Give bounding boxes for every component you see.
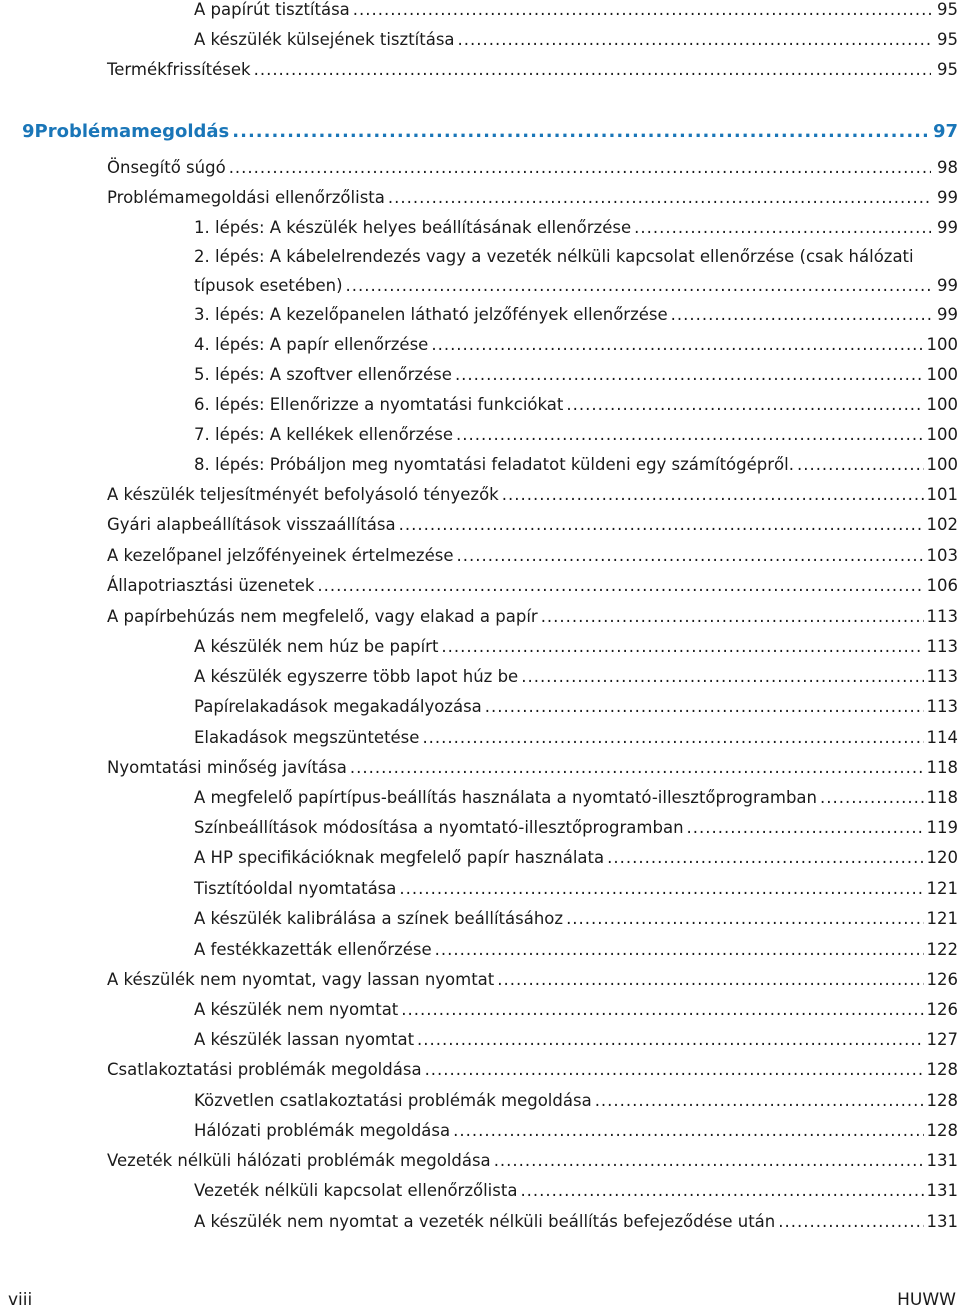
toc-entry[interactable] [194,365,958,385]
toc-entry-title: 4. lépés: A papír ellenőrzése [194,335,429,354]
toc-page-number: 121 [926,909,958,928]
toc-entry-title: 2. lépés: A kábelelrendezés vagy a vezeték nélküli kapcsolat ellenőrzése (csak hálózati [194,247,914,266]
toc-entry[interactable] [107,1060,958,1080]
toc-entry-title: Termékfrissítések [107,60,251,79]
toc-page-number: 128 [926,1091,958,1110]
toc-page-number: 101 [926,485,958,504]
toc-entry[interactable] [194,1212,958,1232]
toc-entry[interactable] [194,1000,958,1020]
toc-entry-title: A megfelelő papírtípus-beállítás használata a nyomtató-illesztőprogramban [194,788,817,807]
dot-leader [401,1000,923,1020]
toc-page-number: 120 [926,848,958,867]
toc-page-number: 118 [926,758,958,777]
toc-entry[interactable] [107,576,958,596]
toc-entry-title: 5. lépés: A szoftver ellenőrzése [194,365,452,384]
toc-page-number: 100 [926,455,958,474]
dot-leader [778,1212,923,1232]
chapter-title: Problémamegoldás [34,121,230,142]
toc-entry-title-cont: típusok esetében) [194,276,343,295]
toc-page-number: 100 [926,335,958,354]
toc-page-number: 126 [926,970,958,989]
toc-entry-title: A készülék egyszerre több lapot húz be [194,667,519,686]
toc-page-number: 113 [926,667,958,686]
toc-page-number: 103 [926,546,958,565]
toc-page-number: 126 [926,1000,958,1019]
toc-entry-title: 7. lépés: A kellékek ellenőrzése [194,425,454,444]
toc-entry[interactable] [194,879,958,899]
toc-page-number: 131 [926,1212,958,1231]
toc-entry-title: Csatlakoztatási problémák megoldása [107,1060,422,1079]
toc-entry-title: A készülék nem húz be papírt [194,637,439,656]
toc-page-number: 119 [926,818,958,837]
toc-entry[interactable] [107,60,958,80]
dot-leader [607,848,923,868]
toc-entry-title: Problémamegoldási ellenőrzőlista [107,188,385,207]
toc-entry-title: Hálózati problémák megoldása [194,1121,451,1140]
dot-leader [441,637,923,657]
toc-entry[interactable] [194,728,958,748]
toc-entry[interactable] [194,940,958,960]
toc-page-number: 131 [926,1151,958,1170]
toc-page-number: 95 [937,30,958,49]
toc-entry[interactable] [194,697,958,717]
dot-leader [687,818,924,838]
dot-leader [455,365,924,385]
toc-entry[interactable] [194,1121,958,1141]
toc-entry-title: Tisztítóoldal nyomtatása [194,879,397,898]
toc-entry-title: A készülék teljesítményét befolyásoló tényezők [107,485,499,504]
toc-page-number: 95 [937,0,958,19]
toc-entry[interactable] [194,0,958,20]
dot-leader [346,276,934,296]
toc-entry-title: 3. lépés: A kezelőpanelen látható jelzőfények ellenőrzése [194,305,668,324]
toc-entry-title: A készülék kalibrálása a színek beállításához [194,909,564,928]
toc-page-number: 100 [926,365,958,384]
toc-entry[interactable] [194,788,958,808]
toc-entry[interactable] [107,188,958,208]
dot-leader [456,425,923,445]
dot-leader [399,515,924,535]
toc-entry-title: Önsegítő súgó [107,158,226,177]
dot-leader [388,188,931,208]
toc-entry-title: 6. lépés: Ellenőrizze a nyomtatási funkciókat [194,395,564,414]
dot-leader [595,1091,924,1111]
toc-entry[interactable] [107,485,958,505]
page-number: viii [8,1290,33,1310]
toc-page-number: 99 [937,218,958,237]
toc-entry-title: Vezeték nélküli hálózati problémák megoldása [107,1151,491,1170]
toc-page-number: 113 [926,697,958,716]
toc-entry[interactable] [194,667,958,687]
dot-leader [634,218,931,238]
toc-entry-title: A készülék nem nyomtat a vezeték nélküli beállítás befejeződése után [194,1212,776,1231]
toc-page-number: 100 [926,425,958,444]
toc-entry-title: A készülék külsejének tisztítása [194,30,455,49]
dot-leader [566,909,923,929]
toc-entry[interactable] [194,1091,958,1111]
toc-entry[interactable] [194,1181,958,1201]
toc-entry[interactable] [194,455,958,475]
toc-entry-title: A papírbehúzás nem megfelelő, vagy elakad a papír [107,607,538,626]
toc-entry[interactable] [194,247,958,296]
toc-page-number: 127 [926,1030,958,1049]
toc-entry-title: A készülék nem nyomtat [194,1000,399,1019]
dot-leader [521,667,923,687]
dot-leader [399,879,923,899]
toc-page-number: 128 [926,1060,958,1079]
dot-leader [520,1181,923,1201]
dot-leader [229,158,931,178]
toc-page-number: 106 [926,576,958,595]
toc-entry[interactable] [194,335,958,355]
toc-entry-title: A kezelőpanel jelzőfényeinek értelmezése [107,546,454,565]
toc-entry[interactable] [194,909,958,929]
toc-entry[interactable] [107,970,958,990]
toc-entry-title: Közvetlen csatlakoztatási problémák megoldása [194,1091,592,1110]
dot-leader [457,546,924,566]
toc-page-number: 113 [926,637,958,656]
toc-page-number: 100 [926,395,958,414]
dot-leader [453,1121,923,1141]
toc-entry-title: Állapotriasztási üzenetek [107,576,315,595]
dot-leader [353,0,931,20]
toc-entry[interactable] [194,1030,958,1050]
toc-page-number: 113 [926,607,958,626]
toc-entry[interactable] [107,546,958,566]
dot-leader [497,970,923,990]
document-code: HUWW [897,1290,956,1310]
dot-leader [458,30,931,50]
toc-entry-title: Papírelakadások megakadályozása [194,697,482,716]
chapter-number: 9 [22,121,35,142]
toc-chapter[interactable] [22,122,958,142]
dot-leader [502,485,924,505]
toc-page-number: 114 [926,728,958,747]
toc-entry[interactable] [194,848,958,868]
toc-entry-title: 1. lépés: A készülék helyes beállításának ellenőrzése [194,218,632,237]
dot-leader [232,122,930,142]
toc-entry-title: 8. lépés: Próbáljon meg nyomtatási feladatot küldeni egy számítógépről. [194,455,794,474]
toc-entry-title: A készülék nem nyomtat, vagy lassan nyomtat [107,970,495,989]
toc-page-number: 95 [937,60,958,79]
dot-leader [541,607,924,627]
dot-leader [422,728,923,748]
toc-entry[interactable] [194,818,958,838]
toc-page-number: 98 [937,158,958,177]
dot-leader [485,697,924,717]
toc-entry[interactable] [107,515,958,535]
toc-page-number: 99 [937,188,958,207]
dot-leader [494,1151,924,1171]
toc-entry-title: A papírút tisztítása [194,0,350,19]
toc-entry[interactable] [194,305,958,325]
toc-entry[interactable] [194,218,958,238]
dot-leader [671,305,931,325]
toc-entry[interactable] [194,425,958,445]
dot-leader [435,940,924,960]
toc-entry-title: A festékkazetták ellenőrzése [194,940,432,959]
dot-leader [425,1060,924,1080]
toc-entry-title: A HP specifikációknak megfelelő papír használata [194,848,605,867]
dot-leader [566,395,923,415]
dot-leader [797,455,924,475]
dot-leader [431,335,923,355]
dot-leader [417,1030,923,1050]
dot-leader [820,788,924,808]
toc-page-number: 128 [926,1121,958,1140]
toc-entry[interactable] [107,607,958,627]
toc-entry-title: A készülék lassan nyomtat [194,1030,415,1049]
toc-page-number: 97 [932,121,958,142]
toc-page-number: 122 [926,940,958,959]
toc-entry[interactable] [107,158,958,178]
dot-leader [317,576,923,596]
toc-entry[interactable] [107,758,958,778]
toc-entry[interactable] [107,1151,958,1171]
toc-entry-title: Gyári alapbeállítások visszaállítása [107,515,396,534]
toc-page-number: 121 [926,879,958,898]
toc-entry-title: Színbeállítások módosítása a nyomtató-illesztőprogramban [194,818,684,837]
dot-leader [254,60,931,80]
toc-page-number: 131 [926,1181,958,1200]
dot-leader [350,758,924,778]
toc-entry-title: Nyomtatási minőség javítása [107,758,347,777]
toc-page-number: 102 [926,515,958,534]
toc-entry[interactable] [194,395,958,415]
toc-entry[interactable] [194,30,958,50]
toc-entry-title: Elakadások megszüntetése [194,728,420,747]
toc-entry-title: Vezeték nélküli kapcsolat ellenőrzőlista [194,1181,518,1200]
toc-page-number: 99 [937,276,958,295]
toc-page-number: 118 [926,788,958,807]
toc-page-number: 99 [937,305,958,324]
toc-entry[interactable] [194,637,958,657]
